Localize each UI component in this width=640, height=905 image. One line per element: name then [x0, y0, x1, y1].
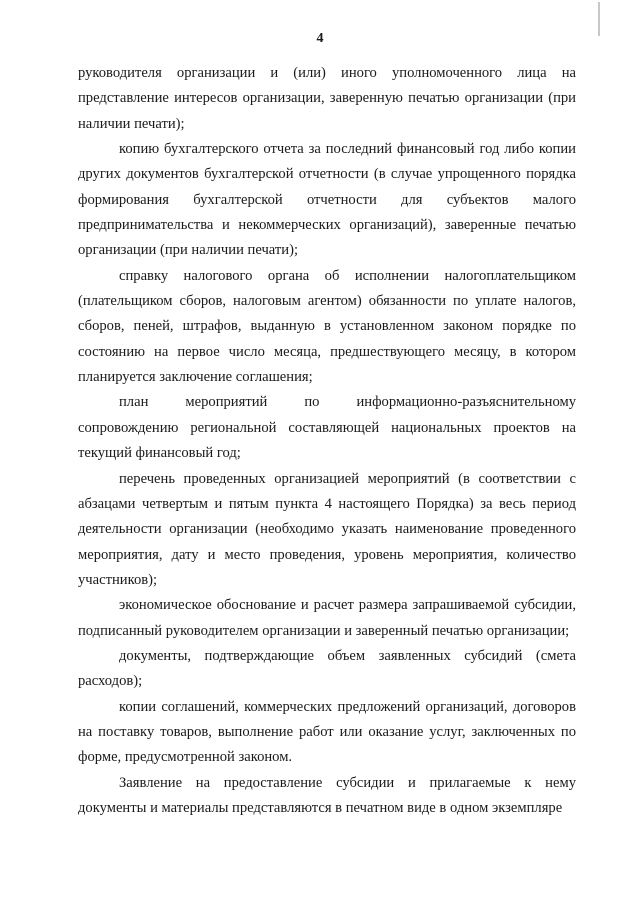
document-body	[78, 61, 576, 821]
page-number: 4	[316, 31, 324, 46]
paragraph-continuation: руководителя организации и (или) иного уполномоченного лица на представление интересов организации, заверенную печатью организации (при наличии печати);	[78, 65, 576, 132]
paragraph-tax-certificate: справку налогового органа об исполнении налогоплательщиком (плательщиком сборов, налоговым агентом) обязанности по уплате налогов, сборов, пеней, штрафов, выданную в установленном законом порядке по состоянию на первое число месяца, предшествующего месяцу, в котором планируется заключение соглашения;	[78, 267, 576, 386]
paragraph-accounting-report: копию бухгалтерского отчета за последний финансовый год либо копии других документов бухгалтерской отчетности (в случае упрощенного порядка формирования бухгалтерской отчетности для субъектов малого предпринимательства и некоммерческих организаций), заверенные печатью организации (при наличии печати);	[78, 141, 576, 259]
paragraph-subsidy-documents: документы, подтверждающие объем заявленных субсидий (смета расходов);	[78, 647, 576, 690]
paragraph-application-submission: Заявление на предоставление субсидии и прилагаемые к нему документы и материалы представляются в печатном виде в одном экземпляре	[78, 774, 576, 816]
paragraph-economic-justification: экономическое обоснование и расчет размера запрашиваемой субсидии, подписанный руководителем организации и заверенный печатью организации;	[78, 597, 576, 639]
paragraph-events-plan: план мероприятий по информационно-разъяснительному сопровождению региональной составляющей национальных проектов на текущий финансовый год;	[78, 394, 576, 462]
paragraph-agreement-copies: копии соглашений, коммерческих предложений организаций, договоров на поставку товаров, выполнение работ или оказание услуг, заключенных по форме, предусмотренной законом.	[78, 698, 576, 766]
paragraph-events-list: перечень проведенных организацией мероприятий (в соответствии с абзацами четвертым и пятым пункта 4 настоящего Порядка) за весь период деятельности организации (необходимо указать наименование проведенного мероприятия, дату и место проведения, уровень мероприятия, количество участников);	[78, 470, 576, 588]
